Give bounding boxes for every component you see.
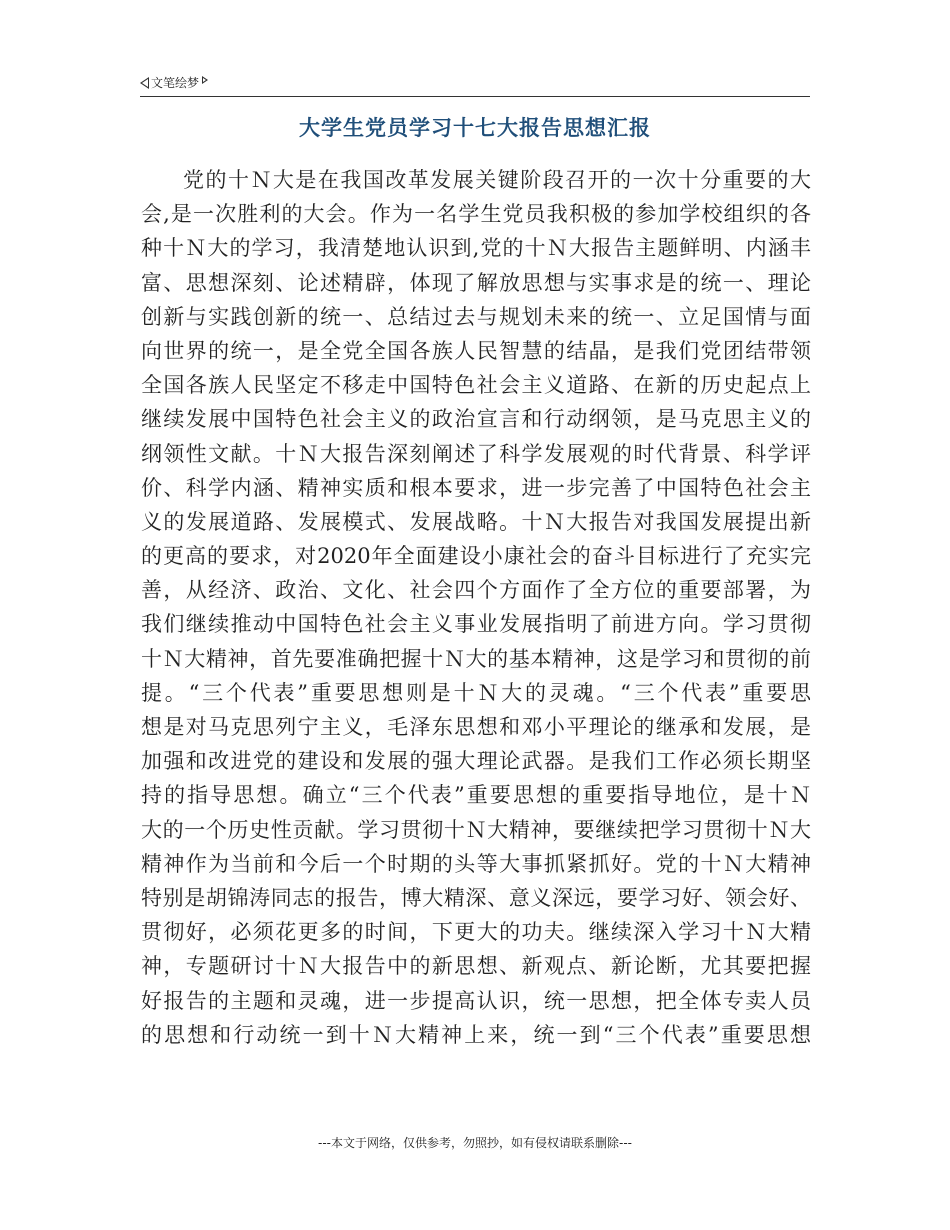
page-footer: ---本文于网络，仅供参考，勿照抄，如有侵权请联系删除--- (318, 1136, 632, 1150)
right-triangle-icon (202, 76, 208, 84)
body-line: 神，专题研讨十Ｎ大报告中的新思想、新观点、新论断，尤其要把握 (141, 954, 811, 979)
body-line: 继续发展中国特色社会主义的政治宣言和行动纲领，是马克思主义的 (141, 407, 811, 432)
body-line: 大的一个历史性贡献。学习贯彻十Ｎ大精神，要继续把学习贯彻十Ｎ大 (141, 817, 811, 842)
page-header (140, 74, 810, 97)
body-line: 价、科学内涵、精神实质和根本要求，进一步完善了中国特色社会主 (141, 475, 811, 500)
body-line: 创新与实践创新的统一、总结过去与规划未来的统一、立足国情与面 (141, 304, 811, 329)
document-body (141, 163, 811, 1052)
body-line: 的思想和行动统一到十Ｎ大精神上来，统一到“三个代表”重要思想 (141, 1022, 811, 1047)
body-line: 精神作为当前和今后一个时期的头等大事抓紧抓好。党的十Ｎ大精神 (141, 851, 811, 876)
body-line: 好报告的主题和灵魂，进一步提高认识，统一思想，把全体专卖人员 (141, 988, 811, 1013)
body-line: 提。“三个代表”重要思想则是十Ｎ大的灵魂。“三个代表”重要思 (141, 680, 811, 705)
body-line: 加强和改进党的建设和发展的强大理论武器。是我们工作必须长期坚 (141, 749, 811, 774)
body-line: 富、思想深刻、论述精辟，体现了解放思想与实事求是的统一、理论 (141, 270, 811, 295)
body-line: 十Ｎ大精神，首先要准确把握十Ｎ大的基本精神，这是学习和贯彻的前 (141, 646, 811, 671)
brand-logo (140, 74, 208, 92)
body-line: 特别是胡锦涛同志的报告，博大精深、意义深远，要学习好、领会好、 (141, 885, 811, 910)
body-line: 想是对马克思列宁主义，毛泽东思想和邓小平理论的继承和发展，是 (141, 715, 811, 739)
body-line: 向世界的统一，是全党全国各族人民智慧的结晶，是我们党团结带领 (141, 338, 811, 363)
body-line: 贯彻好，必须花更多的时间，下更大的功夫。继续深入学习十Ｎ大精 (141, 920, 811, 945)
body-line: 持的指导思想。确立“三个代表”重要思想的重要指导地位，是十Ｎ (141, 783, 811, 808)
body-line: 义的发展道路、发展模式、发展战略。十Ｎ大报告对我国发展提出新 (141, 509, 811, 534)
body-line: 种十Ｎ大的学习，我清楚地认识到,党的十Ｎ大报告主题鲜明、内涵丰 (141, 236, 811, 261)
body-line: 纲领性文献。十Ｎ大报告深刻阐述了科学发展观的时代背景、科学评 (141, 441, 811, 466)
body-line: 善，从经济、政治、文化、社会四个方面作了全方位的重要部署，为 (141, 578, 811, 603)
body-line: 会,是一次胜利的大会。作为一名学生党员我积极的参加学校组织的各 (141, 202, 811, 227)
brand-name: 文笔绘梦 (151, 76, 200, 90)
body-line: 我们继续推动中国特色社会主义事业发展指明了前进方向。学习贯彻 (141, 612, 811, 637)
body-line: 全国各族人民坚定不移走中国特色社会主义道路、在新的历史起点上 (141, 373, 811, 398)
body-line: 党的十Ｎ大是在我国改革发展关键阶段召开的一次十分重要的大 (183, 168, 811, 192)
left-triangle-icon (140, 77, 149, 89)
document-title: 大学生党员学习十七大报告思想汇报 (299, 116, 651, 140)
body-line: 的更高的要求，对2020年全面建设小康社会的奋斗目标进行了充实完 (141, 544, 811, 569)
